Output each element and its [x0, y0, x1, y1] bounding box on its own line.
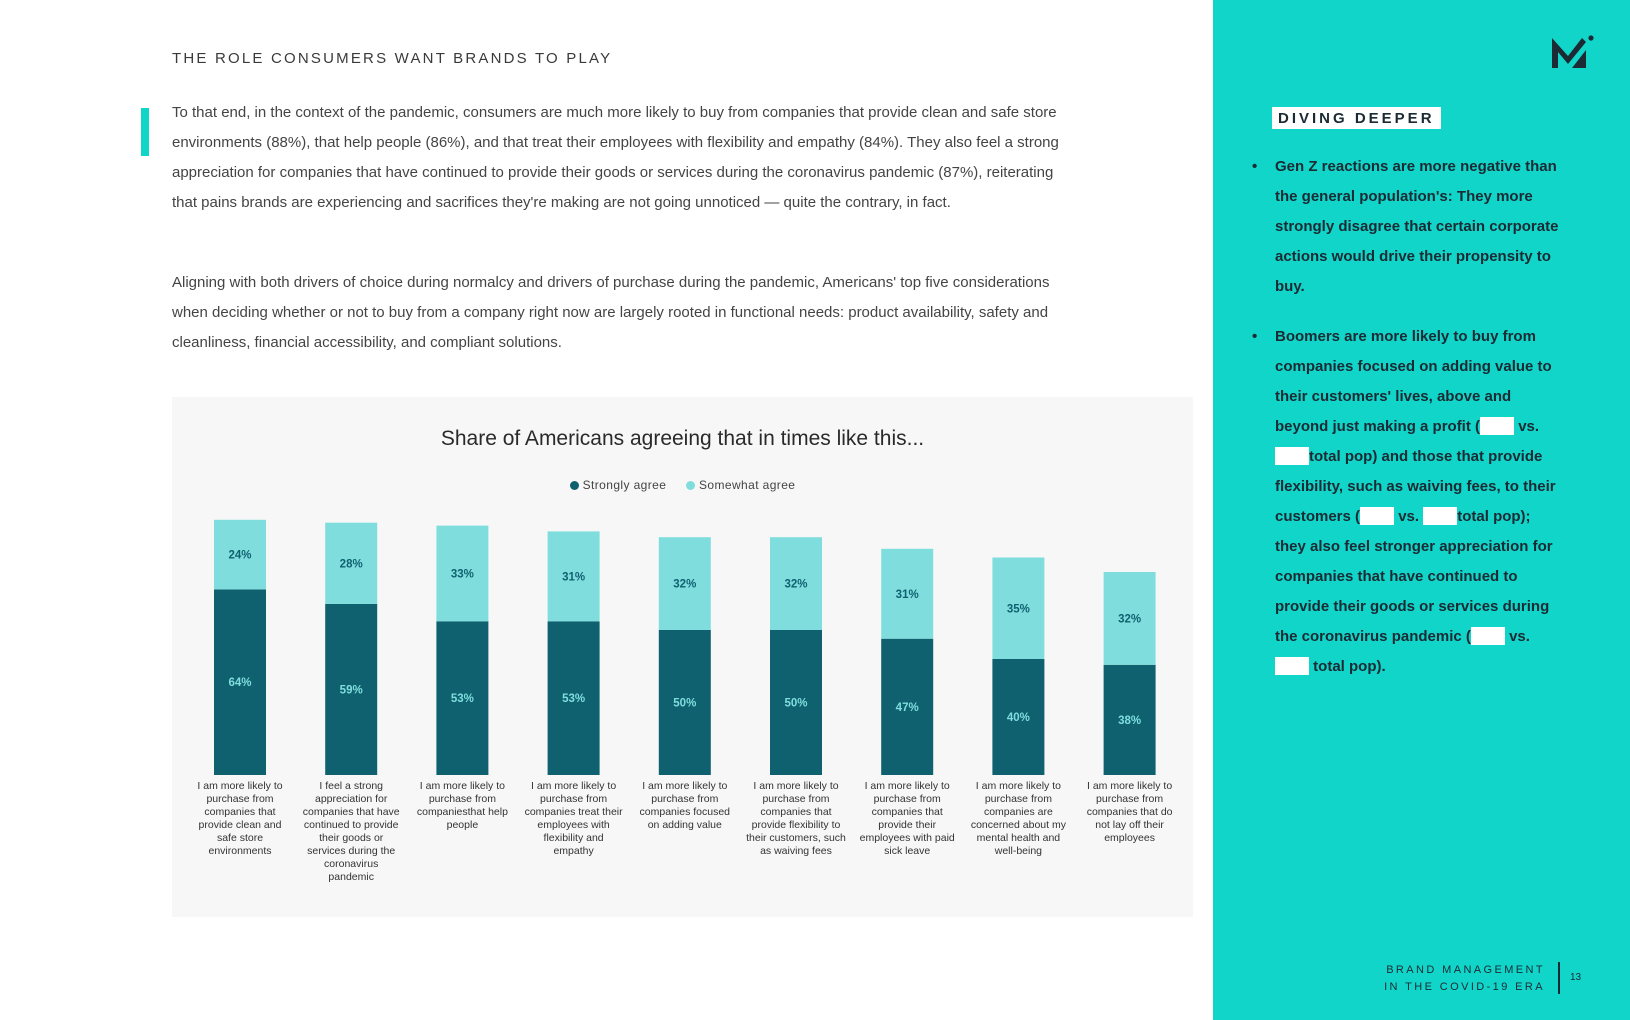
data-label-somewhat: 32%	[784, 578, 808, 591]
considerations-paragraph: Aligning with both drivers of choice during normalcy and drivers of purchase during the pandemic, Americans' top five considerations when deciding whether or not to buy from a company right now are largely rooted in functional needs: product availability, safety and cleanliness, financial accessibility, and compliant solutions.	[172, 274, 1050, 351]
legend-label-strongly: Strongly agree	[582, 478, 667, 492]
boomers-text-3: total pop) and those that provide flexibility, such as waiving fees, to their customers (	[1275, 448, 1556, 525]
redacted-value	[1480, 417, 1514, 435]
category-label: I am more likely to purchase from companies focused on adding value	[639, 780, 731, 831]
boomers-text-2: vs.	[1518, 418, 1540, 435]
category-label: I am more likely to purchase from companies are concerned about my mental health and well-being	[970, 780, 1066, 857]
section-title: THE ROLE CONSUMERS WANT BRANDS TO PLAY	[172, 50, 613, 67]
report-footer	[1384, 962, 1545, 996]
page-number: 13	[1570, 972, 1582, 983]
intro-paragraph: To that end, in the context of the pandemic, consumers are much more likely to buy from companies that provide clean and safe store environments (88%), that help people (86%), and that treat their employees with flexibility and empathy (84%). They also feel a strong appreciation for companies that have continued to provide their goods or services during the coronavirus pandemic (87%), reiterating that pains brands are experiencing and sacrifices they're making are not going unnoticed — quite the contrary, in fact.	[172, 104, 1059, 211]
data-label-somewhat: 32%	[1118, 613, 1142, 626]
redacted-value	[1360, 507, 1394, 525]
category-label: I am more likely to purchase from companies that do not lay off their employees	[1086, 780, 1173, 844]
boomers-text-5: total pop); they also feel stronger appreciation for companies that have continued to provide their goods or services during the coronavirus pandemic (	[1275, 508, 1553, 645]
boomers-text-1: Boomers are more likely to buy from companies focused on adding value to their customers' lives, above and beyond just making a profit (	[1275, 328, 1552, 435]
category-label: I feel a strong appreciation for companies that have continued to provide their goods or services during the coronavirus pandemic	[302, 780, 400, 883]
legend-strongly-agree	[570, 478, 667, 492]
insight-boomers	[1273, 322, 1563, 682]
data-label-strongly: 53%	[562, 693, 586, 706]
redacted-value	[1471, 627, 1505, 645]
category-label: I am more likely to purchase from companies that provide their employees with paid sick leave	[859, 780, 955, 857]
chart-container	[172, 397, 1193, 917]
footer-divider	[1558, 962, 1560, 994]
diving-deeper-heading: DIVING DEEPER	[1272, 107, 1441, 129]
data-label-strongly: 38%	[1118, 714, 1142, 727]
data-label-somewhat: 35%	[1006, 603, 1030, 616]
boomers-text-6: vs.	[1509, 628, 1530, 645]
footer-line-2: IN THE COVID-19 ERA	[1384, 981, 1545, 993]
data-label-somewhat: 33%	[450, 568, 474, 581]
chart-legend	[172, 478, 1193, 492]
data-label-strongly: 40%	[1006, 712, 1030, 724]
data-label-strongly: 47%	[895, 701, 919, 714]
data-label-somewhat: 24%	[228, 549, 252, 562]
insights-list	[1273, 152, 1563, 702]
category-label: I am more likely to purchase from companies treat their employees with flexibility and empathy	[524, 780, 623, 857]
redacted-value	[1275, 657, 1309, 675]
footer-line-1: BRAND MANAGEMENT	[1386, 964, 1545, 976]
category-label: I am more likely to purchase from companies that provide flexibility to their customers, such as waiving fees	[746, 780, 846, 857]
category-label: I am more likely to purchase from companiesthat help people	[416, 780, 508, 831]
boomers-text-7: total pop).	[1313, 658, 1386, 675]
legend-label-somewhat: Somewhat agree	[699, 478, 796, 492]
data-label-strongly: 64%	[228, 677, 252, 690]
accent-bar	[141, 108, 149, 156]
data-label-somewhat: 32%	[673, 578, 697, 591]
category-label: I am more likely to purchase from companies that provide clean and safe store environments	[197, 780, 283, 857]
legend-swatch-somewhat	[686, 481, 695, 490]
brand-logo-icon	[1550, 34, 1594, 70]
insight-gen-z	[1273, 152, 1563, 302]
data-label-somewhat: 28%	[339, 558, 363, 571]
insight-gen-z-text: Gen Z reactions are more negative than the general population's: They more strongly disagree that certain corporate actions would drive their propensity to buy.	[1275, 158, 1559, 295]
redacted-value	[1423, 507, 1457, 525]
data-label-somewhat: 31%	[895, 588, 919, 601]
data-label-strongly: 59%	[339, 684, 363, 697]
data-label-strongly: 50%	[673, 697, 697, 710]
legend-somewhat-agree	[686, 478, 795, 492]
diving-deeper-panel	[1213, 0, 1630, 1020]
boomers-text-4: vs.	[1398, 508, 1420, 525]
chart-title: Share of Americans agreeing that in times like this...	[440, 427, 925, 450]
legend-swatch-strongly	[570, 481, 579, 490]
data-label-somewhat: 31%	[562, 571, 586, 584]
data-label-strongly: 50%	[784, 697, 808, 710]
data-label-strongly: 53%	[450, 693, 474, 706]
redacted-value	[1275, 447, 1309, 465]
